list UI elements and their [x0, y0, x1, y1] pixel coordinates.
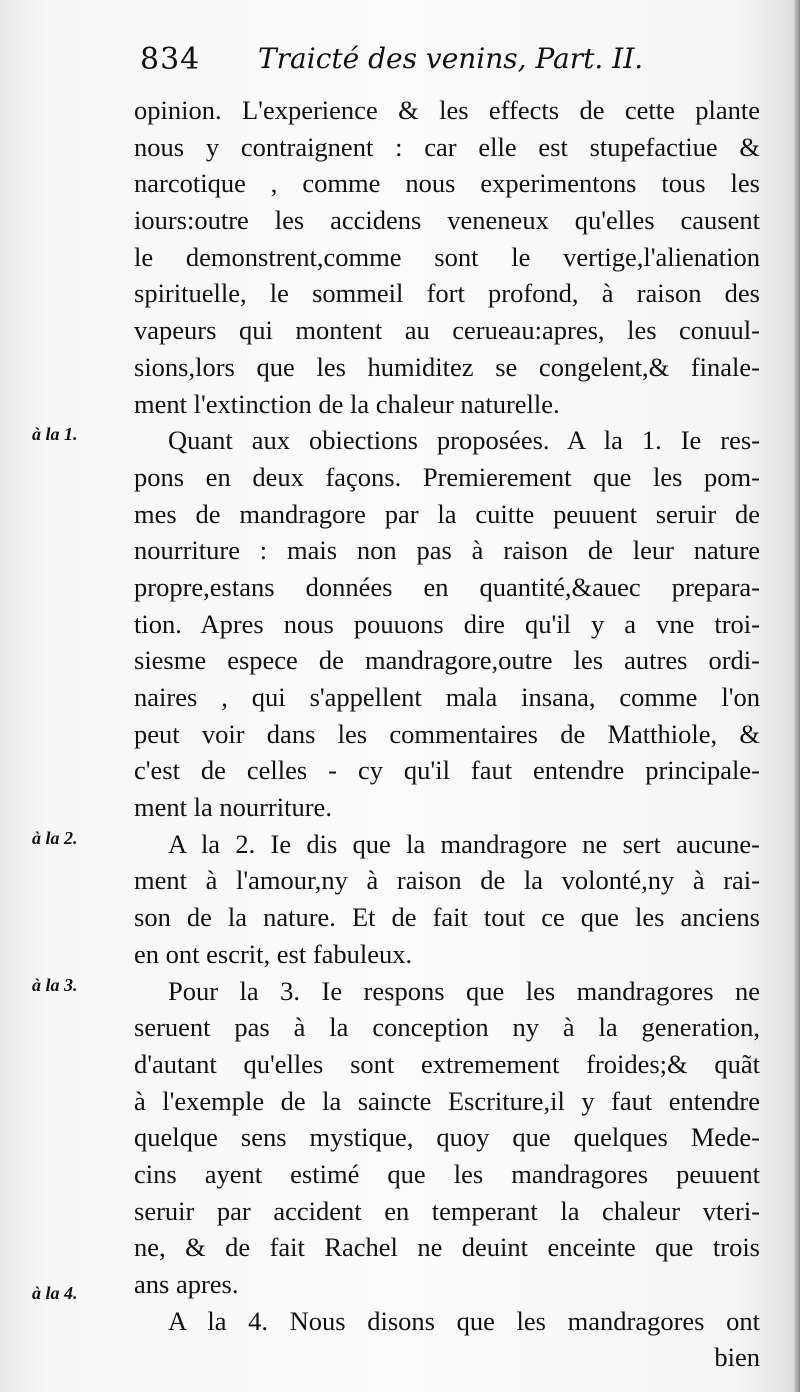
catchword: bien — [714, 1342, 760, 1373]
text-line: spirituelle, le sommeil fort profond, à raison des — [134, 278, 760, 309]
text-line: Pour la 3. Ie respons que les mandragores ne — [168, 975, 760, 1006]
page-number: 834 — [140, 42, 201, 77]
text-line: ans apres. — [134, 1269, 239, 1299]
text-line: ne, & de fait Rachel ne deuint enceinte que trois — [134, 1232, 760, 1263]
text-line: quelque sens mystique, quoy que quelques Mede- — [134, 1122, 760, 1153]
running-title: Traicté des venins, Part. II. — [258, 42, 644, 75]
text-line: peut voir dans les commentaires de Matthiole, & — [134, 718, 760, 749]
text-line: mes de mandragore par la cuitte peuuent seruir de — [134, 498, 760, 529]
text-line: seruir par accident en temperant la chaleur vteri- — [134, 1195, 760, 1226]
text-line: propre,estans données en quantité,&auec prepara- — [134, 571, 760, 602]
text-line: naires , qui s'appellent mala insana, comme l'on — [134, 682, 760, 712]
text-line: nous y contraignent : car elle est stupefactiue & — [134, 131, 760, 162]
text-line: narcotique , comme nous experimentons tous les — [134, 168, 760, 199]
text-line: le demonstrent,comme sont le vertige,l'alienation — [134, 241, 760, 272]
text-line: seruent pas à la conception ny à la generation, — [134, 1012, 760, 1043]
text-line: son de la nature. Et de fait tout ce que les anciens — [134, 902, 760, 933]
text-line: siesme espece de mandragore,outre les autres ordi- — [134, 645, 760, 676]
text-line: d'autant qu'elles sont extremement froides;& quãt — [134, 1048, 760, 1079]
text-line: nourriture : mais non pas à raison de leur nature — [134, 535, 760, 566]
text-line: pons en deux façons. Premierement que les pom- — [134, 461, 760, 492]
text-line: ment l'extinction de la chaleur naturelle. — [134, 388, 560, 419]
text-line: ment la nourriture. — [134, 792, 332, 823]
margin-note-1: à la 1. — [32, 424, 78, 444]
text-line: Quant aux obiections proposées. A la 1. Ie res- — [168, 425, 760, 456]
text-line: ment à l'amour,ny à raison de la volonté,ny à rai- — [134, 865, 760, 896]
text-line: opinion. L'experience & les effects de cette plante — [134, 95, 760, 125]
text-line: à l'exemple de la saincte Escriture,il y faut entendre — [134, 1085, 760, 1116]
margin-note-3: à la 3. — [32, 975, 78, 995]
text-line: cins ayent estimé que les mandragores peuuent — [134, 1158, 760, 1189]
margin-note-4: à la 4. — [32, 1283, 78, 1303]
text-line: tion. Apres nous pouuons dire qu'il y a vne troi- — [134, 608, 760, 639]
text-line: iours:outre les accidens veneneux qu'elles causent — [134, 205, 760, 236]
margin-note-2: à la 2. — [32, 828, 78, 848]
text-line: A la 4. Nous disons que les mandragores ont — [168, 1305, 760, 1336]
text-line: sions,lors que les humiditez se congelent,& finale- — [134, 351, 760, 382]
text-line: c'est de celles - cy qu'il faut entendre principale- — [134, 755, 760, 786]
body-text — [134, 92, 760, 1376]
page-edge-shadow — [794, 0, 800, 1392]
text-line: A la 2. Ie dis que la mandragore ne sert aucune- — [168, 828, 760, 859]
text-line: en ont escrit, est fabuleux. — [134, 938, 413, 969]
text-line: vapeurs qui montent au cerueau:apres, les conuul- — [134, 315, 760, 346]
